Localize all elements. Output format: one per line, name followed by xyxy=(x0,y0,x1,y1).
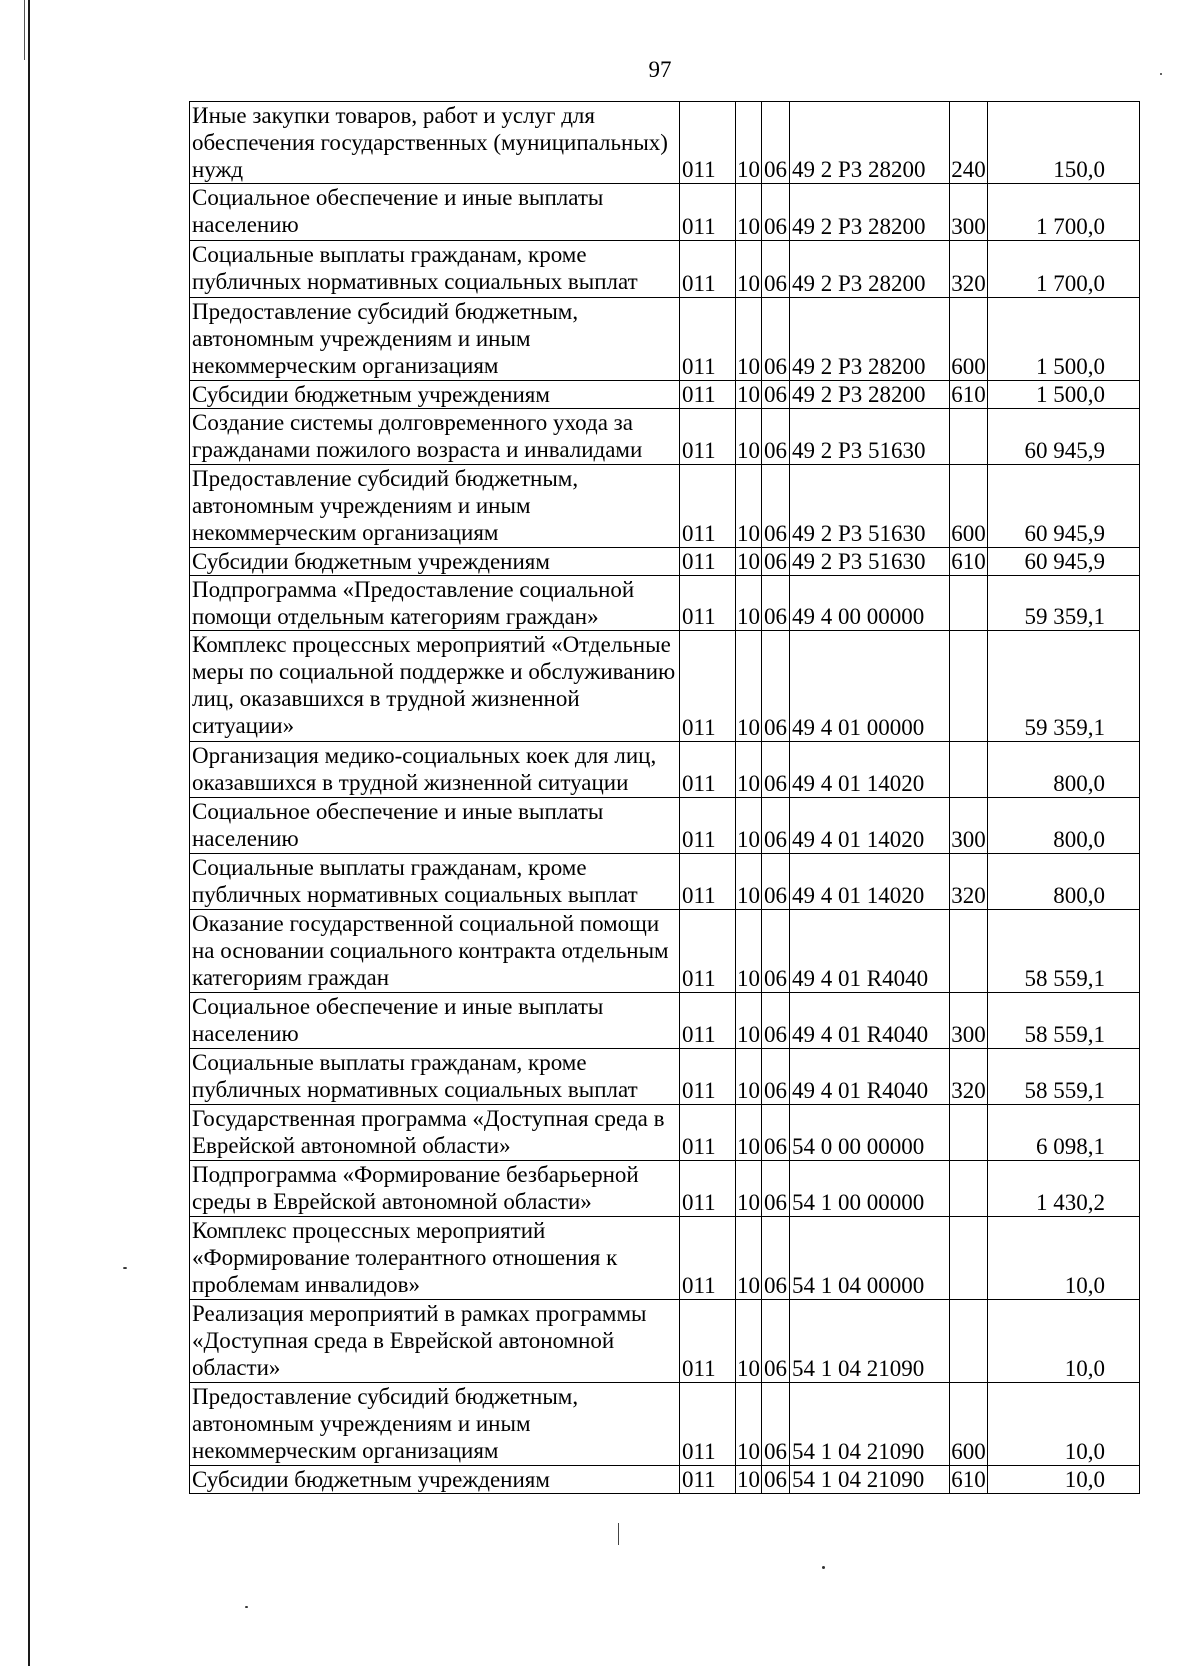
cell-target-code: 54 1 04 00000 xyxy=(790,1217,950,1300)
table-row xyxy=(190,381,1140,409)
cell-expense-kind: 320 xyxy=(950,854,988,910)
cell-ministry-code: 011 xyxy=(680,1466,736,1494)
cell-expense-kind: 300 xyxy=(950,184,988,241)
cell-name: Предоставление субсидий бюджетным, автономным учреждениям и иным некоммерческим организациям xyxy=(190,298,680,381)
cell-name: Социальное обеспечение и иные выплаты населению xyxy=(190,184,680,241)
cell-ministry-code: 011 xyxy=(680,465,736,548)
cell-expense-kind: 320 xyxy=(950,1049,988,1105)
scan-border-line xyxy=(28,0,30,1666)
cell-expense-kind: 610 xyxy=(951,549,986,574)
table-row xyxy=(190,631,1140,742)
cell-name: Оказание государственной социальной помощи на основании социального контракта отдельным категориям граждан xyxy=(190,910,680,993)
cell-ministry-code: 011 xyxy=(680,798,736,854)
table-body xyxy=(190,102,1140,1494)
cell-expense-kind: 240 xyxy=(950,102,988,184)
cell-subsection-code: 06 xyxy=(762,184,790,241)
cell-amount: 150,0 xyxy=(988,102,1140,184)
table-row xyxy=(190,798,1140,854)
cell-section-code: 10 xyxy=(736,576,762,631)
cell-expense-kind xyxy=(950,409,988,465)
cell-target-code: 54 0 00 00000 xyxy=(790,1105,950,1161)
cell-ministry-code: 011 xyxy=(680,102,736,184)
cell-ministry-code: 011 xyxy=(680,854,736,910)
cell-section-code: 10 xyxy=(736,1161,762,1217)
cell-ministry-code: 011 xyxy=(680,381,736,409)
cell-ministry-code: 011 xyxy=(680,241,736,298)
cell-section-code: 10 xyxy=(736,798,762,854)
cell-expense-kind xyxy=(950,1217,988,1300)
cell-expense-kind xyxy=(950,631,988,742)
cell-ministry-code: 011 xyxy=(680,1105,736,1161)
cell-subsection-code: 06 xyxy=(762,1300,790,1383)
cell-expense-kind: 320 xyxy=(950,241,988,298)
table-row xyxy=(190,102,1140,184)
cell-name: Реализация мероприятий в рамках программы «Доступная среда в Еврейской автономной области» xyxy=(190,1300,680,1383)
cell-amount: 10,0 xyxy=(988,1300,1140,1383)
cell-name: Подпрограмма «Формирование безбарьерной среды в Еврейской автономной области» xyxy=(190,1161,680,1217)
cell-ministry-code: 011 xyxy=(680,576,736,631)
cell-expense-kind xyxy=(950,1300,988,1383)
cell-section-code: 10 xyxy=(736,854,762,910)
cell-target-code: 49 2 Р3 28200 xyxy=(790,298,950,381)
scan-speck xyxy=(1160,73,1162,75)
cell-target-code: 49 2 Р3 28200 xyxy=(790,241,950,298)
cell-section-code: 10 xyxy=(736,631,762,742)
cell-name: Социальное обеспечение и иные выплаты населению xyxy=(190,993,680,1049)
cell-section-code: 10 xyxy=(736,241,762,298)
cell-target-code: 49 2 Р3 28200 xyxy=(790,381,950,409)
cell-amount: 59 359,1 xyxy=(988,576,1140,631)
cell-section-code: 10 xyxy=(736,409,762,465)
cell-target-code: 49 4 01 R4040 xyxy=(790,993,950,1049)
cell-section-code: 10 xyxy=(736,1049,762,1105)
cell-target-code: 49 4 01 R4040 xyxy=(790,910,950,993)
cell-section-code: 10 xyxy=(736,1105,762,1161)
cell-subsection-code: 06 xyxy=(762,1105,790,1161)
scan-border-mark xyxy=(24,0,25,60)
cell-subsection-code: 06 xyxy=(762,1049,790,1105)
table-row xyxy=(190,548,1140,576)
cell-amount: 58 559,1 xyxy=(988,993,1140,1049)
scan-speck xyxy=(245,1606,248,1608)
cell-amount: 800,0 xyxy=(988,742,1140,798)
cell-target-code: 49 4 01 14020 xyxy=(790,798,950,854)
cell-subsection-code: 06 xyxy=(762,910,790,993)
cell-name: Субсидии бюджетным учреждениям xyxy=(190,381,680,409)
cell-amount: 60 945,9 xyxy=(988,409,1140,465)
cell-ministry-code: 011 xyxy=(680,631,736,742)
cell-name: Комплекс процессных мероприятий «Формирование толерантного отношения к проблемам инвалидов» xyxy=(190,1217,680,1300)
cell-subsection-code: 06 xyxy=(762,1217,790,1300)
cell-expense-kind: 600 xyxy=(950,298,988,381)
cell-amount: 60 945,9 xyxy=(988,548,1140,576)
cell-section-code: 10 xyxy=(736,1217,762,1300)
cell-expense-kind xyxy=(950,1105,988,1161)
cell-section-code: 10 xyxy=(736,1300,762,1383)
cell-amount: 60 945,9 xyxy=(988,465,1140,548)
cell-name: Социальные выплаты гражданам, кроме публичных нормативных социальных выплат xyxy=(190,1049,680,1105)
cell-name: Предоставление субсидий бюджетным, автономным учреждениям и иным некоммерческим организациям xyxy=(190,465,680,548)
table-row xyxy=(190,1217,1140,1300)
cell-section-code: 10 xyxy=(736,993,762,1049)
cell-subsection-code: 06 xyxy=(762,102,790,184)
cell-target-code: 49 4 00 00000 xyxy=(790,576,950,631)
cell-target-code: 49 4 01 14020 xyxy=(790,854,950,910)
cell-amount: 800,0 xyxy=(988,854,1140,910)
cell-expense-kind: 600 xyxy=(950,1383,988,1466)
cell-ministry-code: 011 xyxy=(680,993,736,1049)
table-row xyxy=(190,184,1140,241)
cell-amount: 6 098,1 xyxy=(988,1105,1140,1161)
cell-ministry-code: 011 xyxy=(680,1217,736,1300)
budget-table xyxy=(189,101,1140,1494)
cell-target-code: 49 4 01 00000 xyxy=(790,631,950,742)
cell-target-code: 49 4 01 14020 xyxy=(790,742,950,798)
scan-speck xyxy=(123,1267,127,1269)
cell-expense-kind: 300 xyxy=(950,798,988,854)
cell-section-code: 10 xyxy=(736,742,762,798)
table-row xyxy=(190,298,1140,381)
cell-name: Подпрограмма «Предоставление социальной помощи отдельным категориям граждан» xyxy=(190,576,680,631)
table-row xyxy=(190,1105,1140,1161)
cell-ministry-code: 011 xyxy=(680,910,736,993)
cell-amount: 58 559,1 xyxy=(988,1049,1140,1105)
cell-amount: 800,0 xyxy=(988,798,1140,854)
cell-amount: 1 500,0 xyxy=(988,298,1140,381)
cell-expense-kind: 610 xyxy=(951,382,986,407)
scan-speck xyxy=(822,1566,825,1569)
table-row xyxy=(190,854,1140,910)
page-number: 97 xyxy=(648,57,672,82)
cell-amount: 58 559,1 xyxy=(988,910,1140,993)
cell-name: Социальные выплаты гражданам, кроме публичных нормативных социальных выплат xyxy=(190,241,680,298)
cell-ministry-code: 011 xyxy=(680,1161,736,1217)
cell-subsection-code: 06 xyxy=(762,1383,790,1466)
cell-section-code: 10 xyxy=(737,382,760,407)
table-row xyxy=(190,1049,1140,1105)
table-row xyxy=(190,1161,1140,1217)
cell-target-code: 49 2 Р3 28200 xyxy=(790,184,950,241)
scan-artifact-tick xyxy=(618,1523,619,1545)
cell-name: Государственная программа «Доступная среда в Еврейской автономной области» xyxy=(190,1105,680,1161)
table-row xyxy=(190,1300,1140,1383)
cell-amount: 1 700,0 xyxy=(988,241,1140,298)
cell-section-code: 10 xyxy=(736,184,762,241)
cell-amount: 1 430,2 xyxy=(988,1161,1140,1217)
cell-expense-kind: 600 xyxy=(950,465,988,548)
cell-name: Предоставление субсидий бюджетным, автономным учреждениям и иным некоммерческим организациям xyxy=(190,1383,680,1466)
table-row xyxy=(190,742,1140,798)
cell-target-code: 49 2 Р3 28200 xyxy=(790,102,950,184)
cell-subsection-code: 06 xyxy=(762,298,790,381)
cell-subsection-code: 06 xyxy=(762,465,790,548)
cell-section-code: 10 xyxy=(736,910,762,993)
cell-amount: 10,0 xyxy=(988,1466,1140,1494)
cell-subsection-code: 06 xyxy=(762,631,790,742)
cell-ministry-code: 011 xyxy=(680,1383,736,1466)
cell-ministry-code: 011 xyxy=(680,1049,736,1105)
cell-subsection-code: 06 xyxy=(762,409,790,465)
cell-name: Организация медико-социальных коек для лиц, оказавшихся в трудной жизненной ситуации xyxy=(190,742,680,798)
cell-name: Социальные выплаты гражданам, кроме публичных нормативных социальных выплат xyxy=(190,854,680,910)
cell-amount: 59 359,1 xyxy=(988,631,1140,742)
cell-expense-kind xyxy=(950,576,988,631)
cell-name: Субсидии бюджетным учреждениям xyxy=(190,1466,680,1494)
cell-expense-kind xyxy=(950,910,988,993)
cell-subsection-code: 06 xyxy=(762,993,790,1049)
table-row xyxy=(190,409,1140,465)
table-row xyxy=(190,910,1140,993)
cell-target-code: 54 1 00 00000 xyxy=(790,1161,950,1217)
cell-target-code: 49 4 01 R4040 xyxy=(790,1049,950,1105)
cell-target-code: 54 1 04 21090 xyxy=(790,1300,950,1383)
table-row xyxy=(190,241,1140,298)
cell-amount: 1 700,0 xyxy=(988,184,1140,241)
table-row xyxy=(190,1383,1140,1466)
table-row xyxy=(190,993,1140,1049)
cell-name: Создание системы долговременного ухода за гражданами пожилого возраста и инвалидами xyxy=(190,409,680,465)
cell-ministry-code: 011 xyxy=(680,298,736,381)
cell-section-code: 10 xyxy=(737,549,760,574)
cell-subsection-code: 06 xyxy=(762,1466,790,1494)
cell-subsection-code: 06 xyxy=(762,548,790,576)
cell-name: Комплекс процессных мероприятий «Отдельные меры по социальной поддержке и обслуживанию лиц, оказавшихся в трудной жизненной ситуации» xyxy=(190,631,680,742)
table-row xyxy=(190,1466,1140,1494)
cell-target-code: 49 2 Р3 51630 xyxy=(790,465,950,548)
cell-expense-kind: 300 xyxy=(950,993,988,1049)
cell-amount: 10,0 xyxy=(988,1383,1140,1466)
table-row xyxy=(190,465,1140,548)
cell-name: Социальное обеспечение и иные выплаты населению xyxy=(190,798,680,854)
table-row xyxy=(190,576,1140,631)
cell-target-code: 54 1 04 21090 xyxy=(790,1383,950,1466)
cell-section-code: 10 xyxy=(736,102,762,184)
cell-ministry-code: 011 xyxy=(680,1300,736,1383)
cell-section-code: 10 xyxy=(736,465,762,548)
cell-section-code: 10 xyxy=(737,1467,760,1492)
cell-subsection-code: 06 xyxy=(762,576,790,631)
cell-section-code: 10 xyxy=(736,1383,762,1466)
cell-expense-kind xyxy=(950,742,988,798)
cell-subsection-code: 06 xyxy=(762,381,790,409)
cell-ministry-code: 011 xyxy=(680,548,736,576)
cell-target-code: 54 1 04 21090 xyxy=(790,1466,950,1494)
cell-name: Иные закупки товаров, работ и услуг для обеспечения государственных (муниципальных) нужд xyxy=(190,102,680,184)
cell-ministry-code: 011 xyxy=(680,184,736,241)
cell-subsection-code: 06 xyxy=(762,1161,790,1217)
cell-subsection-code: 06 xyxy=(762,742,790,798)
cell-subsection-code: 06 xyxy=(762,241,790,298)
cell-section-code: 10 xyxy=(736,298,762,381)
cell-expense-kind xyxy=(950,1161,988,1217)
cell-amount: 10,0 xyxy=(988,1217,1140,1300)
cell-target-code: 49 2 Р3 51630 xyxy=(790,409,950,465)
cell-subsection-code: 06 xyxy=(762,798,790,854)
cell-ministry-code: 011 xyxy=(680,742,736,798)
cell-name: Субсидии бюджетным учреждениям xyxy=(190,548,680,576)
cell-subsection-code: 06 xyxy=(762,854,790,910)
cell-expense-kind: 610 xyxy=(951,1467,986,1492)
cell-ministry-code: 011 xyxy=(680,409,736,465)
cell-target-code: 49 2 Р3 51630 xyxy=(790,548,950,576)
cell-amount: 1 500,0 xyxy=(988,381,1140,409)
